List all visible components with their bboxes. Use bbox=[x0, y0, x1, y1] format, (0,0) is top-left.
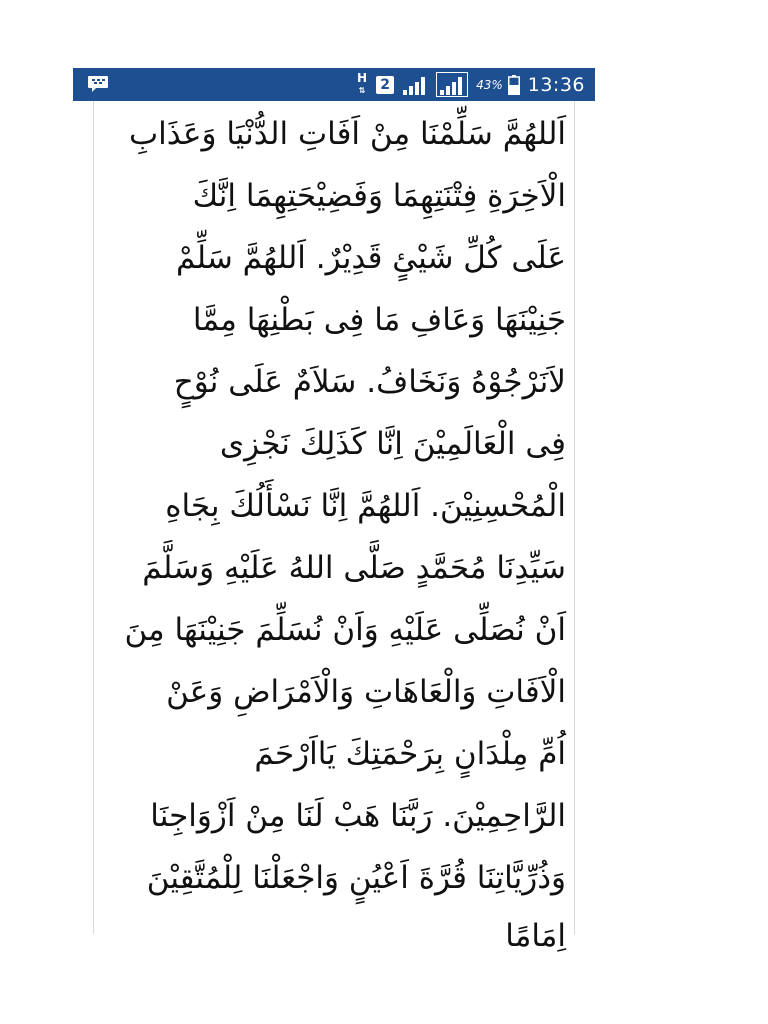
status-icons bbox=[356, 68, 585, 101]
document-page[interactable] bbox=[93, 101, 575, 954]
text-line-2: الْاَخِرَةِ فِتْنَتِهِمَا وَفَضِيْحَتِهِمَا اِنَّكَ bbox=[192, 178, 566, 214]
text-line-4: جَنِيْنَهَا وَعَافِ مَا فِى بَطْنِهَا مِمَّا bbox=[192, 302, 566, 338]
status-bar bbox=[73, 68, 595, 101]
text-line-12: الرَّاحِمِيْنَ. رَبَّنَا هَبْ لَنَا مِنْ اَزْوَاجِنَا bbox=[150, 798, 566, 834]
text-line-1: اَللهُمَّ سَلِّمْنَا مِنْ اَفَاتِ الدُّنْيَا وَعَذَابِ bbox=[128, 116, 566, 152]
text-line-10: الْاَفَاتِ وَالْعَاهَاتِ وَالْاَمْرَاضِ وَعَنْ bbox=[166, 674, 566, 710]
text-line-9: اَنْ نُصَلِّى عَلَيْهِ وَاَنْ نُسَلِّمَ جَنِيْنَهَا مِنَ bbox=[124, 612, 566, 648]
signal-strength-icon bbox=[439, 74, 465, 96]
text-line-13: وَذُرِّيَّاتِنَا قُرَّةَ اَعْيُنٍ وَاجْعَلْنَا لِلْمُتَّقِيْنَ bbox=[146, 860, 566, 896]
clock: 13:36 bbox=[527, 73, 585, 96]
text-line-6: فِى الْعَالَمِيْنَ اِنَّا كَذَلِكَ نَجْزِى bbox=[219, 426, 566, 462]
text-line-7: الْمُحْسِنِيْنَ. اَللهُمَّ اِنَّا نَسْأَلُكَ بِجَاهِ bbox=[165, 488, 566, 524]
text-line-3: عَلَى كُلِّ شَيْئٍ قَدِيْرٌ. اَللهُمَّ سَلِّمْ bbox=[175, 240, 566, 276]
network-type-label: H bbox=[357, 71, 368, 85]
data-arrows-icon: ⇅ bbox=[358, 86, 366, 95]
text-line-11: اُمِّ مِلْدَانٍ بِرَحْمَتِكَ يَااَرْحَمَ bbox=[254, 736, 566, 772]
text-line-5: لاَنَرْجُوْهُ وَنَخَافُ. سَلاَمٌ عَلَى نُوْحٍ bbox=[173, 364, 566, 400]
signal-strength-icon bbox=[402, 74, 428, 96]
text-line-14: اِمَامًا bbox=[505, 918, 566, 954]
network-type-indicator bbox=[356, 73, 368, 96]
signal-strength-selected bbox=[436, 72, 468, 97]
sim-slot-badge: 2 bbox=[376, 76, 394, 94]
battery-icon bbox=[508, 75, 520, 95]
text-line-8: سَيِّدِنَا مُحَمَّدٍ صَلَّى اللهُ عَلَيْهِ وَسَلَّمَ bbox=[142, 550, 566, 586]
battery-percent: 43% bbox=[476, 77, 503, 92]
bbm-icon[interactable] bbox=[87, 75, 109, 93]
